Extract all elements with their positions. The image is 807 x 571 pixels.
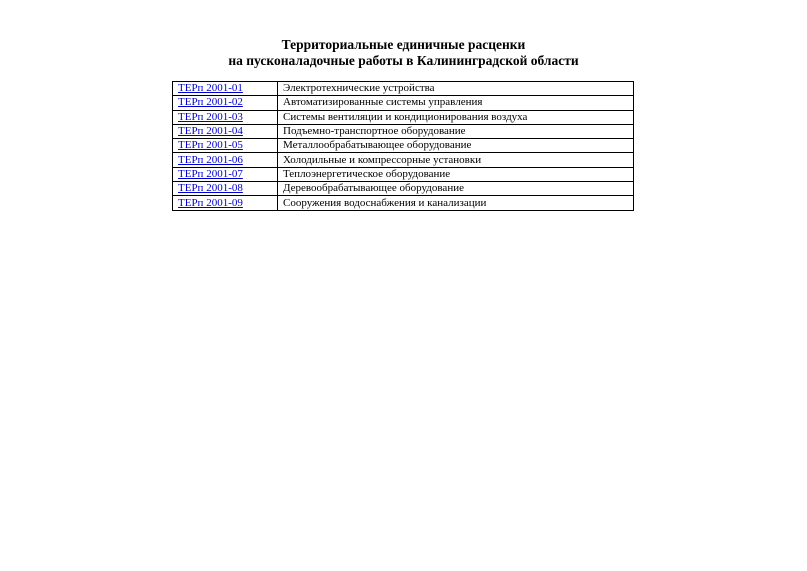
name-cell: Металлообрабатывающее оборудование (278, 139, 634, 153)
table-row (173, 182, 634, 196)
name-cell: Системы вентиляции и кондиционирования воздуха (278, 110, 634, 124)
code-link[interactable]: ТЕРп 2001-08 (178, 182, 243, 195)
code-link[interactable]: ТЕРп 2001-02 (178, 96, 243, 109)
table-row (173, 139, 634, 153)
table-row (173, 110, 634, 124)
table-row (173, 96, 634, 110)
rates-table (172, 81, 634, 211)
code-cell (173, 110, 278, 124)
table-row (173, 124, 634, 138)
name-cell: Электротехнические устройства (278, 82, 634, 96)
code-cell (173, 139, 278, 153)
page-title (0, 37, 807, 69)
code-link[interactable]: ТЕРп 2001-06 (178, 153, 243, 166)
code-cell (173, 182, 278, 196)
code-cell (173, 82, 278, 96)
code-cell (173, 124, 278, 138)
page-title-line-2: на пусконаладочные работы в Калининградской области (228, 53, 579, 68)
name-cell: Холодильные и компрессорные установки (278, 153, 634, 167)
code-link[interactable]: ТЕРп 2001-01 (178, 82, 243, 95)
name-cell: Сооружения водоснабжения и канализации (278, 196, 634, 210)
table-row (173, 153, 634, 167)
name-cell: Автоматизированные системы управления (278, 96, 634, 110)
code-cell (173, 153, 278, 167)
name-cell: Теплоэнергетическое оборудование (278, 167, 634, 181)
code-link[interactable]: ТЕРп 2001-07 (178, 167, 243, 180)
code-link[interactable]: ТЕРп 2001-03 (178, 110, 243, 123)
code-link[interactable]: ТЕРп 2001-05 (178, 139, 243, 152)
table-row (173, 167, 634, 181)
name-cell: Подъемно-транспортное оборудование (278, 124, 634, 138)
code-cell (173, 196, 278, 210)
table-row (173, 82, 634, 96)
code-link[interactable]: ТЕРп 2001-09 (178, 196, 243, 209)
page-title-line-1: Территориальные единичные расценки (281, 37, 526, 52)
name-cell: Деревообрабатывающее оборудование (278, 182, 634, 196)
code-cell (173, 96, 278, 110)
table-row (173, 196, 634, 210)
code-link[interactable]: ТЕРп 2001-04 (178, 125, 243, 138)
code-cell (173, 167, 278, 181)
